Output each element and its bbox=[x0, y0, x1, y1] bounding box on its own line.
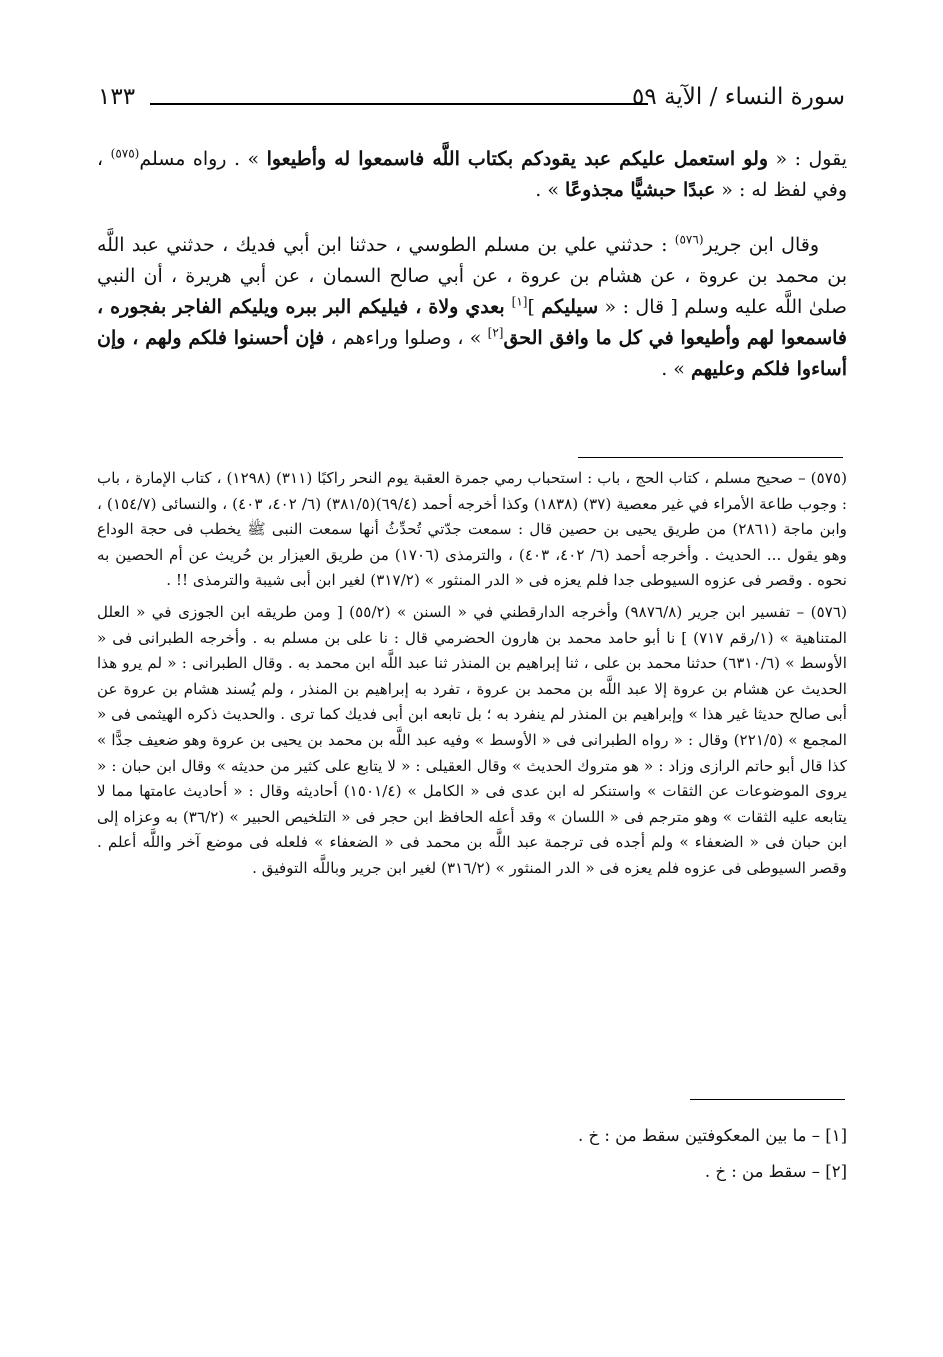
hadith-word: سيليكم bbox=[541, 296, 599, 318]
hadith-quote-2: عبدًا حبشيًّا مجذوعًا bbox=[565, 179, 716, 201]
footnote-ref-575: (٥٧٥) bbox=[110, 146, 140, 161]
paragraph-1 bbox=[97, 144, 847, 206]
editor-note-text: ما بين المعكوفتين سقط من : خ . bbox=[577, 1126, 812, 1145]
editor-note-text: سقط من : خ . bbox=[704, 1162, 812, 1181]
page-number: ١٣٣ bbox=[98, 84, 136, 110]
footnote-ref-576: (٥٧٦) bbox=[674, 232, 704, 247]
hadith-quote-4: فإن أحسنوا فلكم ولهم ، وإن أساءوا فلكم وعليهم bbox=[97, 327, 847, 380]
footnote-label: (٥٧٥) – bbox=[798, 469, 847, 487]
footnote-text: صحيح مسلم ، كتاب الحج ، باب : استحباب رمي جمرة العقبة يوم النحر راكبًا (٣١١) (١٢٩٨) ، كتاب الإمارة ، باب : وجوب طاعة الأمراء في غير معصية (٣٧) (١٨٣٨) وكذا أخرجه أحمد (٦٩/٤)(٣٨١/٥) (٦/ ٤٠٢، ٤٠٣) ، والنسائى (١٥٤/٧) ، وابن ماجة (٢٨٦١) من طريق يحيى بن حصين قال : سمعت جدّتي تُحدِّثُ أنها سمعت النبى ﷺ يخطب فى حجة الوداع وهو يقول ... الحديث . وأخرجه أحمد (٦/ ٤٠٢، ٤٠٣) ، والترمذى (١٧٠٦) من طريق العيزار بن حُريث عن أم الحصين به نحوه . وقصر فى عزوه السيوطى جدا فلم يعزه فى « الدر المنثور » (٣١٧/٢) لغير ابن أبى شيبة والترمذى !! . bbox=[97, 469, 848, 590]
editor-note-label: [١] – bbox=[811, 1126, 847, 1145]
hadith-quote-1: ولو استعمل عليكم عبد يقودكم بكتاب اللَّه فاسمعوا له وأطيعوا bbox=[266, 148, 769, 170]
p2-text-f: » ، وصلوا وراءهم ، bbox=[324, 327, 488, 349]
p2-bracket: ] bbox=[527, 296, 542, 318]
footnote-575 bbox=[97, 466, 847, 594]
footnote-separator bbox=[578, 457, 843, 458]
editor-notes-separator bbox=[690, 1099, 845, 1100]
page-header bbox=[98, 84, 845, 120]
footnote-label: (٥٧٦) – bbox=[796, 602, 847, 621]
hadith-quote-3: بعدي ولاة ، فيليكم البر ببره ويليكم الفاجر بفجوره ، فاسمعوا لهم وأطيعوا في كل ما وافق الحق bbox=[97, 296, 847, 349]
editor-ref-2: [٢] bbox=[487, 325, 504, 340]
p2-text-h: » . bbox=[661, 358, 691, 380]
footnotes bbox=[97, 466, 847, 882]
footnote-text: تفسير ابن جرير (٩٨٧٦/٨) وأخرجه الدارقطني في « السنن » (٥٥/٢) [ ومن طريقه ابن الجوزى في « العلل المتناهية » (١/رقم ٧١٧) ] نا أبو حامد محمد بن هارون الحضرمي قال : نا على بن مسلم به . وأخرجه الطبرانى فى « الأوسط » (٦٣١٠/٦) حدثنا محمد بن على ، ثنا إبراهيم بن المنذر ثنا عبد اللَّه ابن محمد به . وقال الطبرانى : « لم يرو هذا الحديث عن هشام بن عروة إلا عبد اللَّه بن محمد بن عروة ، تفرد به إبراهيم بن المنذر ، ولم يُسند هشام بن عروة عن أبى صالح حديثا غير هذا » وإبراهيم بن المنذر لم ينفرد به ؛ بل تابعه ابن أبى فديك كما ترى . والحديث ذكره الهيثمى فى « المجمع » (٢٢١/٥) وقال : « رواه الطبرانى فى « الأوسط » وفيه عبد اللَّه بن محمد بن يحيى بن عروة وهو ضعيف جدًّا » كذا قال أبو حاتم الرازى وزاد : « هو متروك الحديث » وقال العقيلى : « لا يتابع على كثير من حديثه » وقال ابن حبان : « يروى الموضوعات عن الثقات » واستنكر له ابن عدى فى « الكامل » (١٥٠١/٤) أحاديثه وقال : « أحاديث عامتها مما لا يتابعه عليه الثقات » وهو مترجم فى « اللسان » وقد أعله الحافظ ابن حجر فى « التلخيص الحبير » (٣٦/٢) به وعزاه إلى ابن حبان فى « الضعفاء » ولم أجده فى ترجمة عبد اللَّه بن محمد فى « الضعفاء » فلعله فى موضع آخر واللَّه أعلم . وقصر السيوطى فى عزوه فلم يعزه فى « الدر المنثور » (٣١٦/٢) لغير ابن جرير وباللَّه التوفيق . bbox=[97, 602, 847, 877]
p2-text-a: وقال ابن جرير bbox=[703, 234, 819, 256]
p1-text-d: ، وفي لفظ له : « bbox=[97, 148, 847, 201]
footnote-576 bbox=[97, 600, 847, 882]
surah-title: سورة النساء / الآية ٥٩ bbox=[632, 84, 845, 110]
editor-notes bbox=[97, 1118, 847, 1190]
p1-text-f: » . bbox=[535, 179, 566, 201]
p2-isnad: : حدثني علي بن مسلم الطوسي ، حدثنا ابن أبي فديك ، حدثني عبد اللَّه بن محمد بن عروة ، عن هشام بن عروة ، عن أبي صالح السمان ، عن أبي هريرة ، أن النبي صلىٰ اللَّه عليه وسلم [ قال : « bbox=[97, 234, 848, 318]
editor-note-label: [٢] – bbox=[811, 1162, 847, 1181]
editor-ref-1: [١] bbox=[511, 294, 528, 309]
editor-note-2 bbox=[97, 1154, 847, 1190]
main-text bbox=[97, 144, 847, 385]
p1-text-c: » . رواه مسلم bbox=[139, 148, 267, 170]
p1-text-a: يقول : « bbox=[768, 148, 848, 170]
header-rule bbox=[150, 103, 648, 105]
paragraph-2 bbox=[97, 230, 847, 385]
editor-note-1 bbox=[97, 1118, 847, 1154]
